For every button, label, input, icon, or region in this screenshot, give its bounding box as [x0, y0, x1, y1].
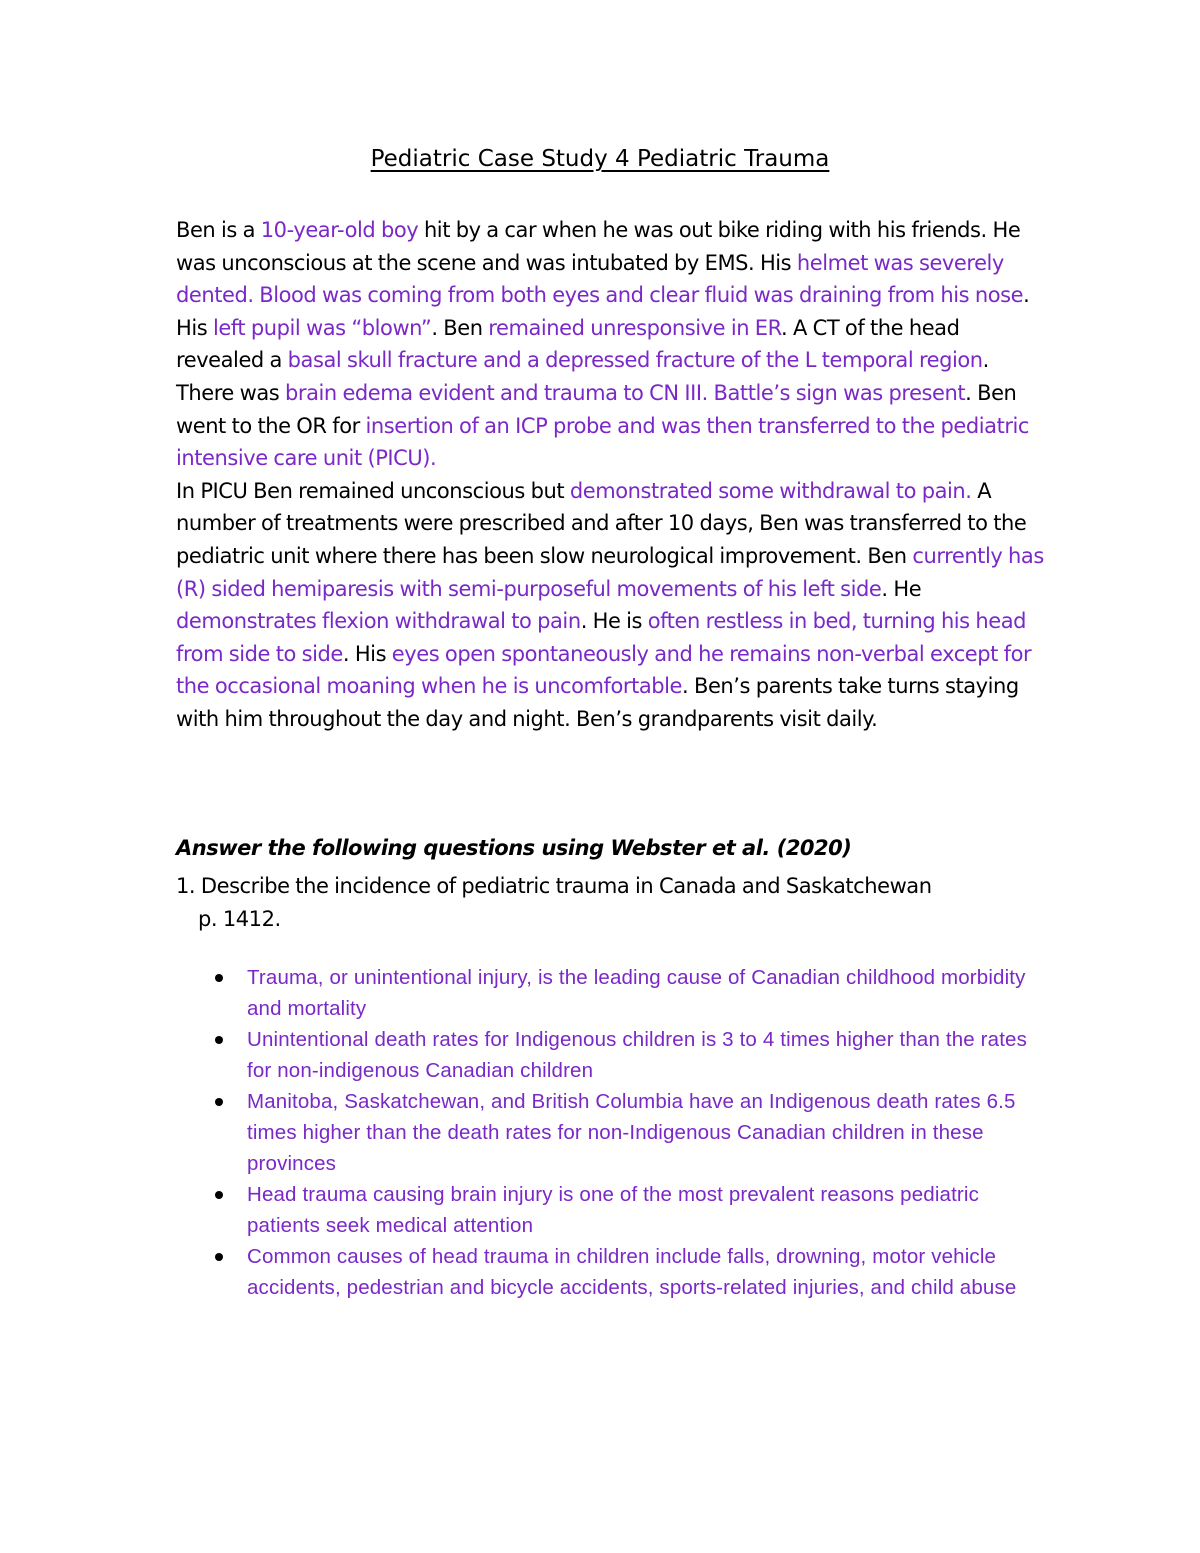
body-text: . He	[881, 576, 922, 601]
body-text: . There was	[176, 348, 989, 405]
answer-text: Common causes of head trauma in children include falls, drowning, motor vehicle accidents, pedestrian and bicycle accidents, sports-related injuries, and child abuse	[247, 1245, 1017, 1299]
answer-text: Unintentional death rates for Indigenous children is 3 to 4 times higher than the rates for non-indigenous Canadian children	[247, 1028, 1027, 1082]
question-number: 1.	[176, 874, 196, 898]
bullet-icon	[215, 1098, 223, 1106]
body-text: hit by a car when he was out bike riding with his friends. He was unconscious at the scene and was intubated by EMS. His	[176, 218, 1021, 275]
case-paragraph-2	[176, 475, 1046, 736]
body-text: Ben is a	[176, 218, 261, 242]
question-page-ref: p. 1412.	[198, 906, 281, 931]
highlighted-text: brain edema evident and trauma to CN III. Battle’s sign was present	[285, 380, 966, 405]
body-text: . Ben’s parents take turns staying with him throughout the day and night. Ben’s grandparents visit daily.	[176, 674, 1019, 731]
body-text: . His	[176, 283, 1030, 340]
body-text: . He is	[580, 609, 648, 634]
bullet-icon	[215, 1036, 223, 1044]
body-text: . His	[342, 641, 392, 666]
answer-text: Manitoba, Saskatchewan, and British Columbia have an Indigenous death rates 6.5 times higher than the death rates for non-Indigenous Canadian children in these provinces	[247, 1090, 1016, 1175]
highlighted-text: 10-year-old boy	[260, 218, 419, 242]
body-text: In PICU Ben remained unconscious but	[176, 478, 570, 503]
highlighted-text: demonstrated some withdrawal to pain.	[569, 478, 972, 503]
highlighted-text: remained unresponsive in ER	[488, 315, 782, 340]
list-item	[215, 1086, 1035, 1179]
list-item	[215, 1241, 1035, 1303]
highlighted-text: demonstrates flexion withdrawal to pain	[176, 609, 581, 634]
highlighted-text: basal skull fracture and a depressed fracture of the L temporal region	[287, 348, 983, 373]
instructions-heading: Answer the following questions using Webster et al. (2020)	[176, 836, 852, 860]
question-1	[176, 870, 1036, 935]
case-paragraph-1	[176, 214, 1046, 475]
answer-text: Head trauma causing brain injury is one of the most prevalent reasons pediatric patients seek medical attention	[247, 1183, 980, 1237]
highlighted-text: often restless in bed, turning his head from side to side	[176, 609, 1027, 666]
answer-text: Trauma, or unintentional injury, is the leading cause of Canadian childhood morbidity and mortality	[247, 966, 1026, 1020]
body-text: . Ben	[431, 315, 489, 340]
answer-list	[215, 962, 1035, 1303]
document-title: Pediatric Case Study 4 Pediatric Trauma	[370, 146, 830, 172]
highlighted-text: currently has (R) sided hemiparesis with semi-purposeful movements of his left side	[176, 543, 1044, 601]
highlighted-text: insertion of an ICP probe and was then transferred to the pediatric intensive care unit (PICU).	[176, 413, 1030, 471]
body-text: A number of treatments were prescribed and after 10 days, Ben was transferred to the pediatric unit where there has been slow neurological improvement. Ben	[176, 478, 1027, 568]
highlighted-text: left pupil was “blown”	[212, 315, 432, 340]
list-item	[215, 962, 1035, 1024]
case-description	[176, 214, 1046, 736]
highlighted-text: eyes open spontaneously and he remains non-verbal except for the occasional moaning when he is uncomfortable	[176, 641, 1032, 699]
highlighted-text: helmet was severely dented. Blood was coming from both eyes and clear fluid was draining from his nose	[176, 250, 1024, 308]
list-item	[215, 1024, 1035, 1086]
question-text: Describe the incidence of pediatric trauma in Canada and Saskatchewan	[200, 874, 932, 898]
bullet-icon	[215, 974, 223, 982]
list-item	[215, 1179, 1035, 1241]
body-text: . A CT of the head revealed a	[176, 315, 960, 373]
body-text: . Ben went to the OR for	[176, 380, 1017, 438]
bullet-icon	[215, 1253, 223, 1261]
bullet-icon	[215, 1191, 223, 1199]
